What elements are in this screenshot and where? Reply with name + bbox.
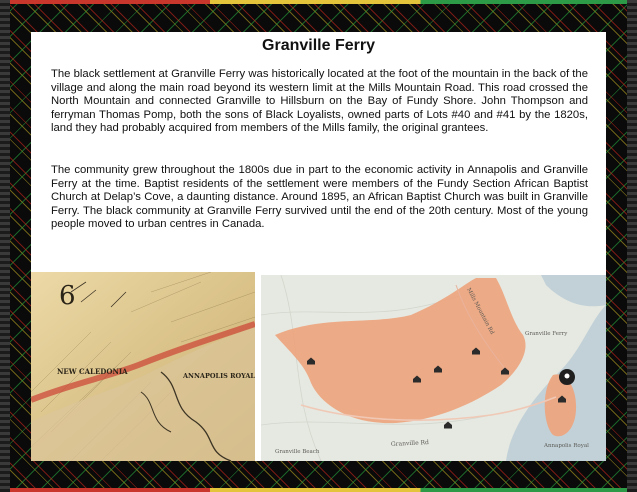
map-label-granville-road: Granville Rd bbox=[390, 439, 430, 448]
paragraph-2: The community grew throughout the 1800s due in part to the economic activity in Annapolis and Granville Ferry at the time. Baptist residents of the settlement were members of the Fundy Section African Baptist Church at Delap’s Cove, a daunting distance. Around 1895, an African Baptist Church was built in Granville Ferry. The black community at Granville Ferry survived until the end of the 20th century. Most of the young people moved to urban centres in Canada. bbox=[51, 164, 588, 231]
page-title: Granville Ferry bbox=[262, 37, 375, 54]
border-edge-top bbox=[0, 0, 637, 4]
location-pin-icon bbox=[559, 369, 575, 385]
map-label-new-caledonia: NEW CALEDONIA bbox=[57, 367, 128, 376]
map-label-mills-mountain-road: Mills Mountain Rd bbox=[465, 287, 495, 336]
paragraph-1: The black settlement at Granville Ferry was historically located at the foot of the mountain in the back of the village and along the main road beyond its western limit at the Mills Mountain Road. This road crossed the North Mountain and connected Granville to Hillsburn on the Bay of Fundy Shore. John Thompson and ferryman Thomas Pomp, both the sons of Black Loyalists, owned parts of Lots #40 and #41 by the 1820s, land they had probably acquired from members of the Mills family, the original grantees. bbox=[51, 68, 588, 135]
border-strip-right bbox=[627, 0, 637, 492]
content-panel bbox=[31, 32, 606, 461]
border-strip-left bbox=[0, 0, 10, 492]
map-number-label: 6 bbox=[59, 281, 76, 311]
border-edge-bottom bbox=[0, 488, 637, 492]
map-label-annapolis-royal-modern: Annapolis Royal bbox=[544, 443, 589, 449]
map-label-granville-beach: Granville Beach bbox=[275, 449, 320, 455]
map-label-granville-ferry: Granville Ferry bbox=[525, 331, 568, 337]
modern-settlement-map bbox=[261, 275, 606, 461]
historical-map-image bbox=[31, 272, 255, 461]
map-label-annapolis-royal: ANNAPOLIS ROYAL bbox=[183, 372, 255, 380]
